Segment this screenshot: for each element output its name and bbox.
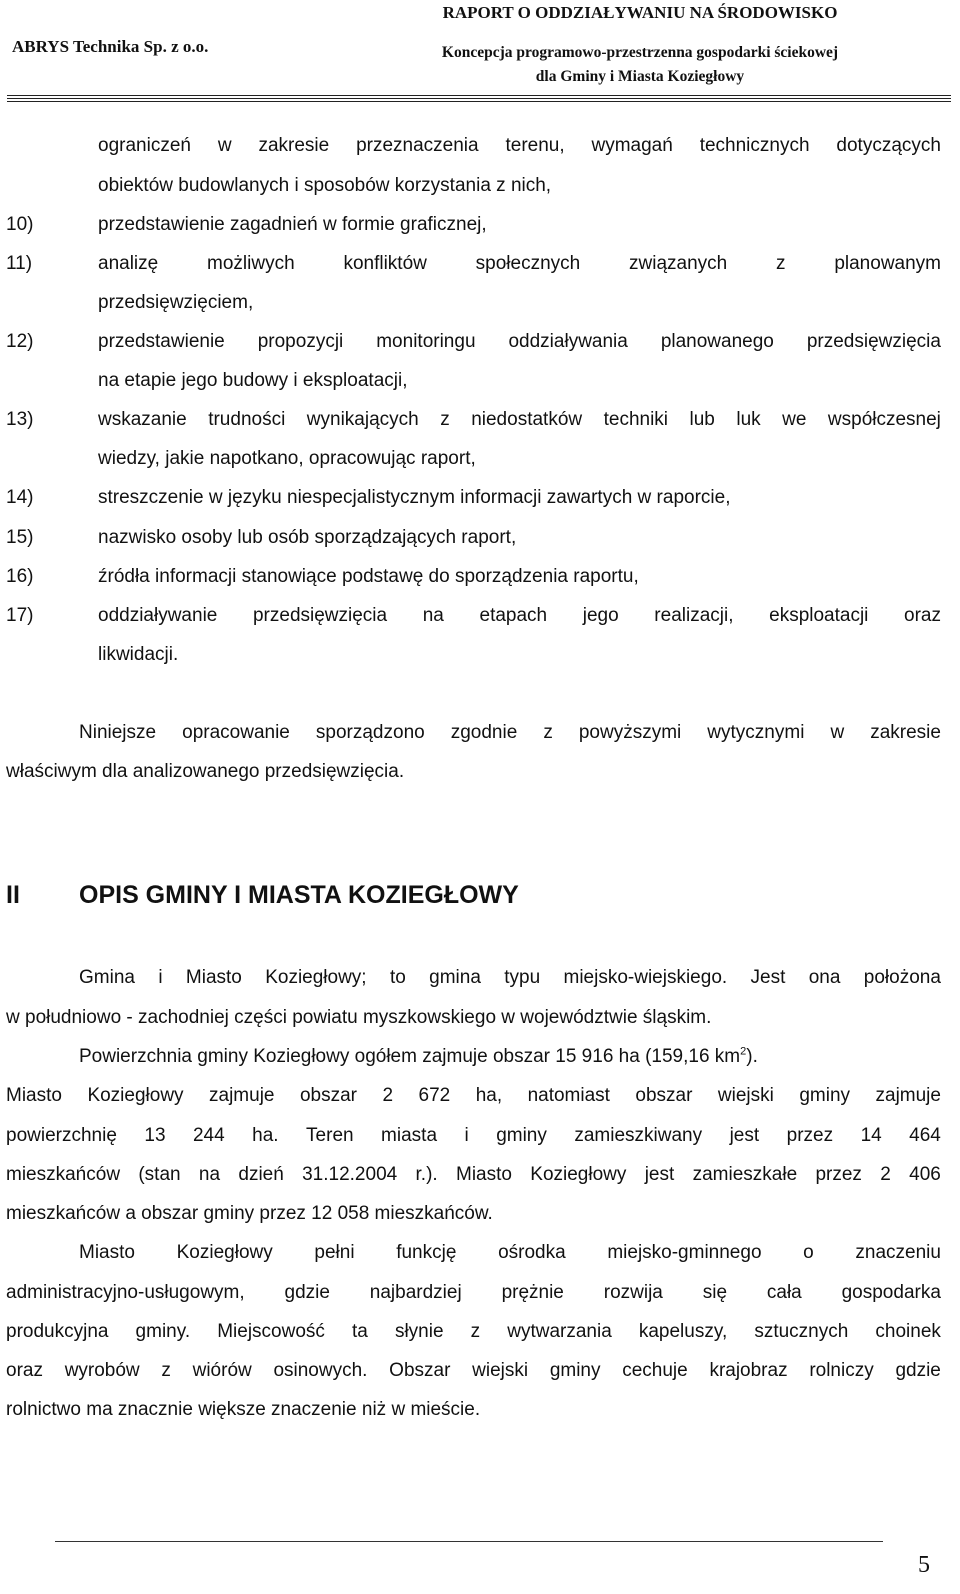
- word: Miasto: [6, 1085, 62, 1106]
- word: jego: [582, 605, 619, 626]
- word: gminy: [799, 1085, 851, 1106]
- word: we: [782, 409, 807, 430]
- word: sztucznych: [754, 1321, 849, 1342]
- list-item-number: 16): [6, 566, 34, 587]
- word: 31.12.2004: [302, 1164, 398, 1185]
- list-item-number: 13): [6, 409, 34, 430]
- word: zakresie: [870, 722, 941, 743]
- word: rozwija: [603, 1282, 663, 1303]
- word: dzień: [238, 1164, 284, 1185]
- word: gminy: [549, 1360, 601, 1381]
- word: wiejski: [717, 1085, 774, 1106]
- word: Miasto: [79, 1242, 135, 1263]
- word: z: [470, 1321, 481, 1342]
- list-item: [6, 486, 730, 510]
- word: gminy.: [135, 1321, 191, 1342]
- word: znaczeniu: [855, 1242, 941, 1263]
- list-text-line: obiektów budowlanych i sposobów korzystania z nich,: [98, 175, 552, 196]
- word: związanych: [629, 253, 728, 274]
- list-item-text: przedsięwzięciem,: [98, 292, 254, 313]
- word: wytycznymi: [707, 722, 805, 743]
- word: położona: [863, 967, 941, 988]
- paragraph-line: [79, 1241, 941, 1265]
- word: opracowanie: [182, 722, 290, 743]
- word: planowanym: [834, 253, 941, 274]
- word: najbardziej: [369, 1282, 462, 1303]
- word: Niniejsze: [79, 722, 157, 743]
- page-number: 5: [918, 1552, 930, 1578]
- list-item: [6, 213, 487, 237]
- list-item-number: 12): [6, 331, 34, 352]
- word: wiórów: [192, 1360, 252, 1381]
- word: jest: [644, 1164, 675, 1185]
- word: osinowych.: [273, 1360, 368, 1381]
- word: Jest: [750, 967, 786, 988]
- list-item-text: źródła informacji stanowiące podstawę do sporządzenia raportu,: [98, 566, 639, 587]
- word: miejsko-wiejskiego.: [563, 967, 728, 988]
- word: Miasto: [185, 967, 242, 988]
- word: przez: [786, 1125, 834, 1146]
- list-item-text: [98, 330, 941, 354]
- word: gdzie: [284, 1282, 330, 1303]
- list-item-text: wiedzy, jakie napotkano, opracowując raport,: [98, 448, 476, 469]
- word: 2: [880, 1164, 891, 1185]
- word: wskazanie: [98, 409, 187, 430]
- word: luk: [736, 409, 761, 430]
- paragraph-line: w południowo - zachodniej części powiatu myszkowskiego w województwie śląskim.: [6, 1007, 712, 1028]
- word: administracyjno-usługowym,: [6, 1282, 245, 1303]
- word: terenu,: [505, 135, 565, 156]
- word: miejsko-gminnego: [607, 1242, 762, 1263]
- word: monitoringu: [376, 331, 476, 352]
- word: się: [702, 1282, 728, 1303]
- word: wyrobów: [64, 1360, 140, 1381]
- word: 406: [909, 1164, 941, 1185]
- word: niedostatków: [471, 409, 583, 430]
- word: w: [830, 722, 845, 743]
- word: możliwych: [207, 253, 295, 274]
- word: z: [776, 253, 786, 274]
- paragraph-line: [6, 1359, 941, 1383]
- word: sporządzono: [315, 722, 425, 743]
- paragraph-line: [6, 1163, 941, 1187]
- word: obszar: [299, 1085, 357, 1106]
- header-rule: [7, 95, 951, 96]
- word: zajmuje: [875, 1085, 941, 1106]
- word: Koziegłowy: [176, 1242, 273, 1263]
- word: przez: [815, 1164, 862, 1185]
- header-rule: [7, 98, 951, 99]
- paragraph-line: [6, 1084, 941, 1108]
- paragraph-line: [6, 1320, 941, 1344]
- word: prężnie: [501, 1282, 564, 1303]
- word: wiejski: [472, 1360, 529, 1381]
- word: rolniczy: [809, 1360, 874, 1381]
- word: słynie: [394, 1321, 444, 1342]
- list-text-line: [98, 134, 941, 158]
- word: miasta: [381, 1125, 438, 1146]
- word: oraz: [904, 605, 941, 626]
- paragraph-line: rolnictwo ma znacznie większe znaczenie niż w mieście.: [6, 1399, 481, 1420]
- paragraph-line: [6, 1124, 941, 1148]
- word: gdzie: [895, 1360, 941, 1381]
- word: przedstawienie: [98, 331, 225, 352]
- list-item-text: [98, 604, 941, 628]
- word: mieszkańców: [6, 1164, 121, 1185]
- word: wytwarzania: [507, 1321, 612, 1342]
- word: zajmuje: [209, 1085, 275, 1106]
- word: typu: [504, 967, 541, 988]
- word: 672: [418, 1085, 451, 1106]
- word: krajobraz: [709, 1360, 788, 1381]
- paragraph-line: [79, 721, 941, 745]
- word: ha,: [475, 1085, 503, 1106]
- word: zamieszkałe: [692, 1164, 798, 1185]
- company-name: ABRYS Technika Sp. z o.o.: [12, 37, 209, 56]
- word: przedsięwzięcia: [806, 331, 941, 352]
- list-item-text: przedstawienie zagadnień w formie graficznej,: [98, 214, 487, 235]
- word: ha.: [252, 1125, 279, 1146]
- word: jest: [729, 1125, 760, 1146]
- word: technicznych: [699, 135, 810, 156]
- paragraph-line: [6, 1281, 941, 1305]
- paragraph-line: właściwym dla analizowanego przedsięwzięcia.: [6, 761, 405, 782]
- word: 464: [909, 1125, 941, 1146]
- word: z: [543, 722, 553, 743]
- paragraph-line: mieszkańców a obszar gminy przez 12 058 mieszkańców.: [6, 1203, 493, 1224]
- word: Gmina: [79, 967, 135, 988]
- word: realizacji,: [654, 605, 734, 626]
- word: to: [389, 967, 406, 988]
- list-item-number: 14): [6, 487, 34, 508]
- document-subtitle-line2: dla Gminy i Miasta Koziegłowy: [535, 68, 745, 85]
- word: zamieszkiwany: [574, 1125, 703, 1146]
- word: cała: [766, 1282, 802, 1303]
- word: oraz: [6, 1360, 43, 1381]
- word: techniki: [603, 409, 669, 430]
- word: zgodnie: [450, 722, 518, 743]
- list-item: [6, 526, 516, 550]
- word: obszar: [635, 1085, 693, 1106]
- word: cechuje: [622, 1360, 688, 1381]
- list-item: [6, 565, 639, 589]
- list-item-number: 15): [6, 527, 34, 548]
- word: powierzchnię: [6, 1125, 117, 1146]
- word: w: [217, 135, 232, 156]
- document-subtitle: Koncepcja programowo-przestrzenna gospodarki ściekowej: [441, 44, 839, 61]
- word: gospodarka: [841, 1282, 941, 1303]
- word: o: [803, 1242, 814, 1263]
- word: Teren: [306, 1125, 354, 1146]
- word: Obszar: [389, 1360, 451, 1381]
- word: ośrodka: [498, 1242, 566, 1263]
- section-number: II: [6, 881, 20, 909]
- section-title: OPIS GMINY I MIASTA KOZIEGŁOWY: [79, 881, 519, 909]
- word: 13: [144, 1125, 166, 1146]
- word: propozycji: [257, 331, 344, 352]
- word: gminy: [496, 1125, 547, 1146]
- list-item-number: 10): [6, 214, 34, 235]
- word: ograniczeń: [98, 135, 191, 156]
- word: lub: [689, 409, 715, 430]
- word: na: [422, 605, 444, 626]
- list-item-number: 11): [6, 253, 33, 274]
- word: społecznych: [475, 253, 581, 274]
- word: produkcyjna: [6, 1321, 109, 1342]
- word: Miejscowość: [217, 1321, 325, 1342]
- word: etapach: [479, 605, 548, 626]
- word: na: [198, 1164, 221, 1185]
- word: ta: [352, 1321, 368, 1342]
- word: Miasto: [456, 1164, 512, 1185]
- word: oddziaływanie: [98, 605, 218, 626]
- word: dotyczących: [836, 135, 941, 156]
- paragraph-line: [79, 1045, 758, 1069]
- word: 2: [382, 1085, 394, 1106]
- word: Koziegłowy: [530, 1164, 627, 1185]
- word: planowanego: [660, 331, 774, 352]
- word: i: [158, 967, 163, 988]
- word: ona: [808, 967, 841, 988]
- list-item-text: nazwisko osoby lub osób sporządzających raport,: [98, 527, 517, 548]
- word: Koziegłowy;: [265, 967, 367, 988]
- list-item-text: na etapie jego budowy i eksploatacji,: [98, 370, 408, 391]
- word: analizę: [98, 253, 159, 274]
- word: powyższymi: [578, 722, 682, 743]
- word: współczesnej: [827, 409, 941, 430]
- word: r.).: [415, 1164, 438, 1185]
- word: kapeluszy,: [638, 1321, 728, 1342]
- word: 14: [860, 1125, 882, 1146]
- word: i: [464, 1125, 469, 1146]
- header-rule: [7, 101, 951, 102]
- word: 244: [192, 1125, 225, 1146]
- report-title: RAPORT O ODDZIAŁYWANIU NA ŚRODOWISKO: [442, 3, 838, 22]
- word: przedsięwzięcia: [252, 605, 388, 626]
- word: natomiast: [527, 1085, 610, 1106]
- word: z: [161, 1360, 171, 1381]
- list-item-number: 17): [6, 605, 34, 626]
- word: z: [440, 409, 450, 430]
- footer-rule: [55, 1541, 883, 1542]
- word: oddziaływania: [508, 331, 628, 352]
- word: trudności: [208, 409, 286, 430]
- word: (stan: [138, 1164, 181, 1185]
- word: pełni: [314, 1242, 355, 1263]
- word: eksploatacji: [769, 605, 869, 626]
- word: przeznaczenia: [356, 135, 479, 156]
- paragraph-text: ).: [746, 1046, 758, 1067]
- list-item-text: likwidacji.: [98, 644, 179, 665]
- word: wymagań: [591, 135, 673, 156]
- word: funkcję: [396, 1242, 457, 1263]
- word: zakresie: [258, 135, 330, 156]
- list-item-text: [98, 408, 941, 432]
- word: choinek: [875, 1321, 941, 1342]
- word: wynikających: [306, 409, 419, 430]
- word: konfliktów: [343, 253, 427, 274]
- list-item-text: streszczenie w języku niespecjalistycznym informacji zawartych w raporcie,: [98, 487, 731, 508]
- paragraph-line: [79, 966, 941, 990]
- list-item-text: [98, 252, 941, 276]
- paragraph-text: Powierzchnia gminy Koziegłowy ogółem zajmuje obszar 15 916 ha (159,16 km: [79, 1046, 741, 1067]
- word: Koziegłowy: [87, 1085, 184, 1106]
- word: gmina: [429, 967, 481, 988]
- superscript: 2: [740, 1045, 747, 1058]
